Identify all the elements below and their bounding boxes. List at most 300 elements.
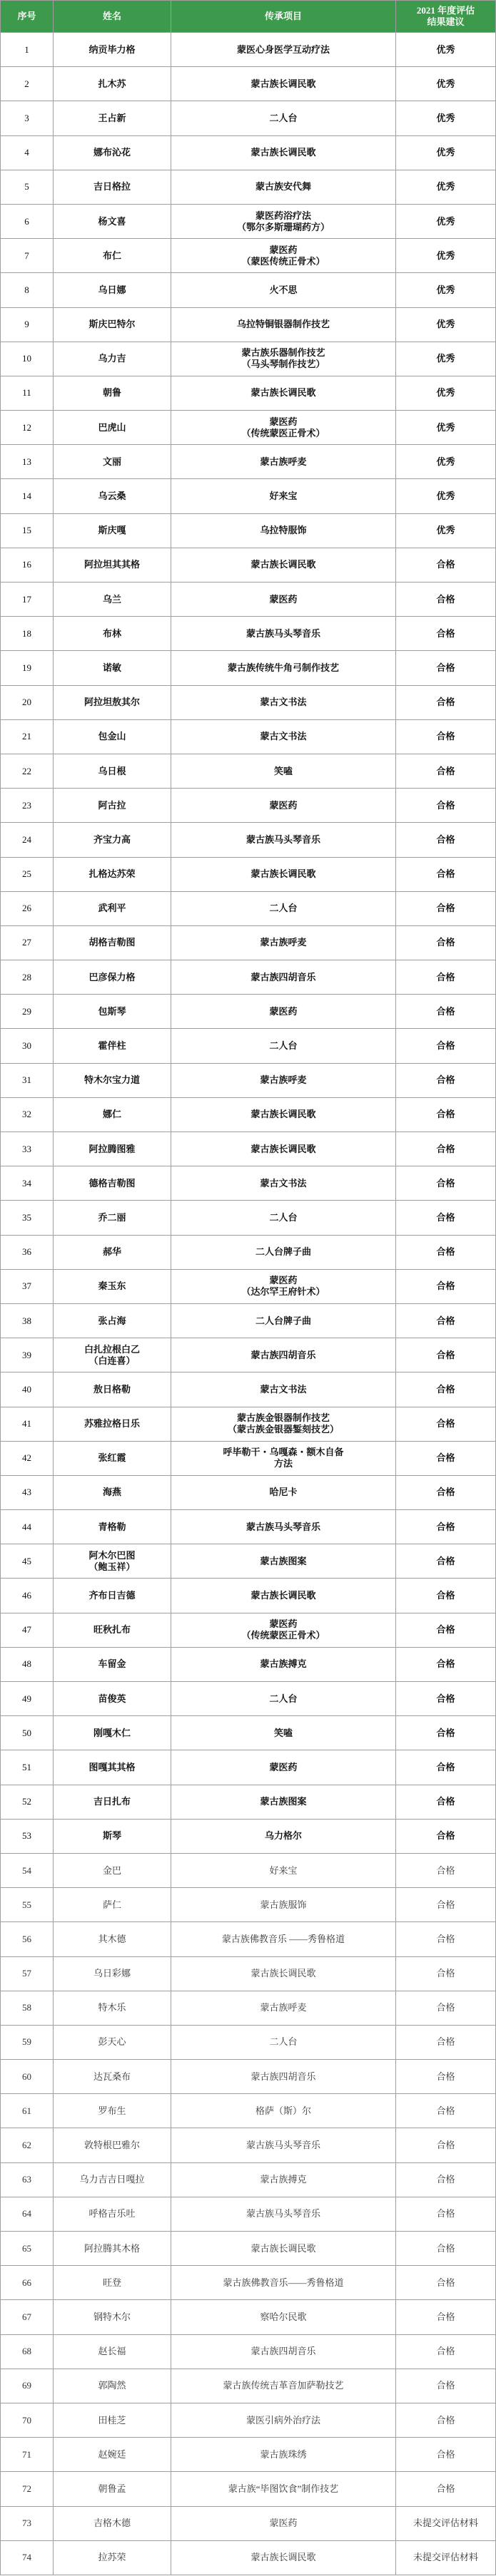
name-cell: 霍伴柱: [54, 1029, 171, 1063]
result-cell: 合格: [396, 1476, 496, 1510]
project-cell: 二人台: [171, 892, 396, 926]
project-cell: 好来宝: [171, 1854, 396, 1888]
table-row: [0, 273, 496, 307]
project-cell: 乌力格尔: [171, 1820, 396, 1854]
result-cell: 合格: [396, 651, 496, 685]
row-number-cell: 71: [0, 2438, 54, 2472]
row-number-cell: 55: [0, 1888, 54, 1922]
row-number-cell: 73: [0, 2507, 54, 2541]
project-cell: 蒙古族传统吉革音加萨勒技艺: [171, 2369, 396, 2403]
name-cell: 朝鲁: [54, 376, 171, 411]
table-row: [0, 479, 496, 513]
table-row: [0, 239, 496, 273]
result-cell: 优秀: [396, 170, 496, 205]
result-cell: 优秀: [396, 376, 496, 411]
project-cell: 蒙古族长调民歌: [171, 1098, 396, 1132]
result-cell: 合格: [396, 1716, 496, 1750]
project-cell: 蒙古族长调民歌: [171, 858, 396, 892]
name-cell: 白扎拉根白乙 （白连喜）: [54, 1338, 171, 1372]
project-cell: 蒙古文书法: [171, 1166, 396, 1201]
row-number-cell: 8: [0, 273, 54, 307]
table-row: [0, 1304, 496, 1338]
project-cell: 蒙古族呼麦: [171, 1991, 396, 2026]
result-cell: 合格: [396, 823, 496, 857]
header-result: 2021 年度评估 结果建议: [396, 0, 496, 33]
row-number-cell: 47: [0, 1613, 54, 1648]
name-cell: 乌日彩娜: [54, 1957, 171, 1991]
row-number-cell: 54: [0, 1854, 54, 1888]
project-cell: 蒙古族佛教音乐——秀鲁格道: [171, 2266, 396, 2300]
row-number-cell: 27: [0, 926, 54, 960]
project-cell: 蒙古文书法: [171, 1372, 396, 1407]
row-number-cell: 14: [0, 479, 54, 513]
project-cell: 蒙古族四胡音乐: [171, 960, 396, 995]
row-number-cell: 26: [0, 892, 54, 926]
table-header-row: [0, 0, 496, 33]
name-cell: 胡格吉勒图: [54, 926, 171, 960]
name-cell: 旺秋扎布: [54, 1613, 171, 1648]
table-row: [0, 583, 496, 617]
project-cell: 蒙古族传统牛角弓制作技艺: [171, 651, 396, 685]
result-cell: 优秀: [396, 205, 496, 239]
row-number-cell: 33: [0, 1132, 54, 1166]
name-cell: 吉日扎布: [54, 1785, 171, 1820]
name-cell: 齐布日吉德: [54, 1579, 171, 1613]
result-cell: 优秀: [396, 342, 496, 376]
table-row: [0, 2403, 496, 2438]
project-cell: 蒙医药浴疗法 （鄂尔多斯珊瑚药方）: [171, 205, 396, 239]
name-cell: 阿木尔巴图 （鲍玉祥）: [54, 1544, 171, 1579]
row-number-cell: 72: [0, 2472, 54, 2506]
project-cell: 格萨（斯）尔: [171, 2094, 396, 2128]
table-row: [0, 2369, 496, 2403]
project-cell: 蒙古族长调民歌: [171, 67, 396, 101]
result-cell: 合格: [396, 1750, 496, 1785]
project-cell: 蒙医药: [171, 583, 396, 617]
result-cell: 合格: [396, 1029, 496, 1063]
project-cell: 蒙医药: [171, 2507, 396, 2541]
name-cell: 秦玉东: [54, 1270, 171, 1304]
row-number-cell: 38: [0, 1304, 54, 1338]
name-cell: 巴虎山: [54, 411, 171, 445]
row-number-cell: 41: [0, 1407, 54, 1442]
name-cell: 达瓦桑布: [54, 2060, 171, 2094]
result-cell: 合格: [396, 1338, 496, 1372]
name-cell: 乌日根: [54, 754, 171, 789]
name-cell: 齐宝力高: [54, 823, 171, 857]
row-number-cell: 64: [0, 2197, 54, 2232]
result-cell: 合格: [396, 1820, 496, 1854]
row-number-cell: 50: [0, 1716, 54, 1750]
result-cell: 合格: [396, 1064, 496, 1098]
row-number-cell: 19: [0, 651, 54, 685]
table-row: [0, 1098, 496, 1132]
result-cell: 合格: [396, 2163, 496, 2197]
project-cell: 蒙古族长调民歌: [171, 548, 396, 583]
table-row: [0, 67, 496, 101]
name-cell: 吉格木德: [54, 2507, 171, 2541]
project-cell: 二人台: [171, 1682, 396, 1716]
name-cell: 乔二丽: [54, 1201, 171, 1235]
table-row: [0, 1201, 496, 1235]
name-cell: 德格吉勒图: [54, 1166, 171, 1201]
name-cell: 其木德: [54, 1922, 171, 1956]
table-row: [0, 1476, 496, 1510]
project-cell: 蒙古族搏克: [171, 2163, 396, 2197]
result-cell: 合格: [396, 1957, 496, 1991]
result-cell: 合格: [396, 1613, 496, 1648]
project-cell: 蒙古族图案: [171, 1544, 396, 1579]
project-cell: 蒙医引病外治疗法: [171, 2403, 396, 2438]
project-cell: 二人台牌子曲: [171, 1304, 396, 1338]
table-row: [0, 2197, 496, 2232]
project-cell: 蒙古族四胡音乐: [171, 1338, 396, 1372]
result-cell: 优秀: [396, 445, 496, 479]
project-cell: 火不思: [171, 273, 396, 307]
project-cell: 蒙古族长调民歌: [171, 376, 396, 411]
name-cell: 罗布生: [54, 2094, 171, 2128]
name-cell: 特木乐: [54, 1991, 171, 2026]
result-cell: 合格: [396, 1407, 496, 1442]
project-cell: 二人台: [171, 1201, 396, 1235]
project-cell: 蒙医药: [171, 1750, 396, 1785]
table-row: [0, 514, 496, 548]
table-row: [0, 2094, 496, 2128]
table-row: [0, 411, 496, 445]
name-cell: 张占海: [54, 1304, 171, 1338]
table-row: [0, 1442, 496, 1476]
table-row: [0, 1579, 496, 1613]
result-cell: 合格: [396, 1544, 496, 1579]
row-number-cell: 48: [0, 1648, 54, 1682]
result-cell: 合格: [396, 1304, 496, 1338]
row-number-cell: 51: [0, 1750, 54, 1785]
row-number-cell: 9: [0, 308, 54, 342]
result-cell: 优秀: [396, 101, 496, 135]
result-cell: 合格: [396, 2060, 496, 2094]
project-cell: 蒙古族四胡音乐: [171, 2060, 396, 2094]
project-cell: 好来宝: [171, 479, 396, 513]
result-cell: 合格: [396, 2300, 496, 2334]
row-number-cell: 10: [0, 342, 54, 376]
name-cell: 纳贡毕力格: [54, 33, 171, 67]
row-number-cell: 12: [0, 411, 54, 445]
name-cell: 乌日娜: [54, 273, 171, 307]
name-cell: 乌云桑: [54, 479, 171, 513]
table-row: [0, 651, 496, 685]
row-number-cell: 49: [0, 1682, 54, 1716]
name-cell: 图嘎其其格: [54, 1750, 171, 1785]
project-cell: 蒙古族长调民歌: [171, 1132, 396, 1166]
result-cell: 合格: [396, 995, 496, 1029]
row-number-cell: 65: [0, 2232, 54, 2266]
row-number-cell: 5: [0, 170, 54, 205]
result-cell: 合格: [396, 754, 496, 789]
table-row: [0, 2026, 496, 2060]
name-cell: 巴彦保力格: [54, 960, 171, 995]
result-cell: 优秀: [396, 411, 496, 445]
row-number-cell: 56: [0, 1922, 54, 1956]
result-cell: 合格: [396, 1132, 496, 1166]
row-number-cell: 3: [0, 101, 54, 135]
name-cell: 文丽: [54, 445, 171, 479]
name-cell: 娜布沁花: [54, 136, 171, 170]
row-number-cell: 21: [0, 720, 54, 754]
row-number-cell: 53: [0, 1820, 54, 1854]
row-number-cell: 18: [0, 617, 54, 651]
project-cell: 蒙古族呼麦: [171, 926, 396, 960]
row-number-cell: 20: [0, 686, 54, 720]
result-cell: 合格: [396, 2232, 496, 2266]
row-number-cell: 37: [0, 1270, 54, 1304]
project-cell: 蒙古族“毕图饮食”制作技艺: [171, 2472, 396, 2506]
table-row: [0, 1957, 496, 1991]
row-number-cell: 29: [0, 995, 54, 1029]
result-cell: 合格: [396, 2369, 496, 2403]
row-number-cell: 43: [0, 1476, 54, 1510]
row-number-cell: 66: [0, 2266, 54, 2300]
table-row: [0, 1854, 496, 1888]
table-row: [0, 2507, 496, 2541]
project-cell: 乌拉特服饰: [171, 514, 396, 548]
name-cell: 乌兰: [54, 583, 171, 617]
result-cell: 优秀: [396, 33, 496, 67]
name-cell: 布仁: [54, 239, 171, 273]
row-number-cell: 69: [0, 2369, 54, 2403]
row-number-cell: 67: [0, 2300, 54, 2334]
project-cell: 蒙古文书法: [171, 720, 396, 754]
table-row: [0, 926, 496, 960]
table-row: [0, 1510, 496, 1544]
row-number-cell: 59: [0, 2026, 54, 2060]
result-cell: 合格: [396, 720, 496, 754]
table-row: [0, 789, 496, 823]
table-row: [0, 754, 496, 789]
header-project: 传承项目: [171, 0, 396, 33]
row-number-cell: 46: [0, 1579, 54, 1613]
name-cell: 朝鲁孟: [54, 2472, 171, 2506]
project-cell: 蒙古族佛教音乐 ——秀鲁格道: [171, 1922, 396, 1956]
project-cell: 蒙医心身医学互动疗法: [171, 33, 396, 67]
name-cell: 阿拉腾其木格: [54, 2232, 171, 2266]
result-cell: 合格: [396, 2335, 496, 2369]
table-row: [0, 308, 496, 342]
result-cell: 优秀: [396, 479, 496, 513]
result-cell: 合格: [396, 686, 496, 720]
row-number-cell: 4: [0, 136, 54, 170]
name-cell: 旺登: [54, 2266, 171, 2300]
table-row: [0, 1064, 496, 1098]
table-row: [0, 960, 496, 995]
project-cell: 蒙古族安代舞: [171, 170, 396, 205]
row-number-cell: 2: [0, 67, 54, 101]
result-cell: 合格: [396, 1888, 496, 1922]
table-row: [0, 33, 496, 67]
row-number-cell: 62: [0, 2128, 54, 2162]
project-cell: 蒙古族乐器制作技艺 （马头琴制作技艺）: [171, 342, 396, 376]
row-number-cell: 25: [0, 858, 54, 892]
project-cell: 蒙古族服饰: [171, 1888, 396, 1922]
project-cell: 蒙医药 （传统蒙医正骨术）: [171, 1613, 396, 1648]
name-cell: 刚嘎木仁: [54, 1716, 171, 1750]
project-cell: 蒙古族呼麦: [171, 1064, 396, 1098]
table-row: [0, 1270, 496, 1304]
name-cell: 阿古拉: [54, 789, 171, 823]
row-number-cell: 61: [0, 2094, 54, 2128]
result-cell: 优秀: [396, 136, 496, 170]
table-row: [0, 2335, 496, 2369]
project-cell: 蒙古族长调民歌: [171, 2232, 396, 2266]
project-cell: 笑嗑: [171, 754, 396, 789]
name-cell: 苗俊英: [54, 1682, 171, 1716]
project-cell: 蒙古族长调民歌: [171, 2541, 396, 2575]
result-cell: 合格: [396, 2266, 496, 2300]
project-cell: 蒙医药 （传统蒙医正骨术）: [171, 411, 396, 445]
name-cell: 布林: [54, 617, 171, 651]
table-row: [0, 548, 496, 583]
table-row: [0, 1750, 496, 1785]
table-row: [0, 2472, 496, 2506]
table-row: [0, 1132, 496, 1166]
table-row: [0, 376, 496, 411]
table-row: [0, 342, 496, 376]
project-cell: 蒙古族呼麦: [171, 445, 396, 479]
name-cell: 诺敏: [54, 651, 171, 685]
project-cell: 二人台牌子曲: [171, 1236, 396, 1270]
row-number-cell: 45: [0, 1544, 54, 1579]
row-number-cell: 57: [0, 1957, 54, 1991]
result-cell: 优秀: [396, 273, 496, 307]
project-cell: 蒙古族长调民歌: [171, 136, 396, 170]
name-cell: 钢特木尔: [54, 2300, 171, 2334]
result-cell: 合格: [396, 2472, 496, 2506]
row-number-cell: 32: [0, 1098, 54, 1132]
project-cell: 蒙古族金银器制作技艺 （蒙古族金银器錾刻技艺）: [171, 1407, 396, 1442]
result-cell: 合格: [396, 2197, 496, 2232]
row-number-cell: 17: [0, 583, 54, 617]
name-cell: 呼格吉乐吐: [54, 2197, 171, 2232]
table-row: [0, 445, 496, 479]
row-number-cell: 58: [0, 1991, 54, 2026]
name-cell: 王占新: [54, 101, 171, 135]
row-number-cell: 52: [0, 1785, 54, 1820]
table-row: [0, 2060, 496, 2094]
row-number-cell: 30: [0, 1029, 54, 1063]
row-number-cell: 6: [0, 205, 54, 239]
table-row: [0, 2163, 496, 2197]
name-cell: 彭天心: [54, 2026, 171, 2060]
result-cell: 合格: [396, 1201, 496, 1235]
row-number-cell: 28: [0, 960, 54, 995]
row-number-cell: 34: [0, 1166, 54, 1201]
table-row: [0, 1648, 496, 1682]
row-number-cell: 13: [0, 445, 54, 479]
table-row: [0, 720, 496, 754]
project-cell: 乌拉特铜银器制作技艺: [171, 308, 396, 342]
project-cell: 呼毕勒干・乌嘎森・额木自备 方法: [171, 1442, 396, 1476]
project-cell: 二人台: [171, 2026, 396, 2060]
project-cell: 蒙古族马头琴音乐: [171, 617, 396, 651]
project-cell: 蒙古文书法: [171, 686, 396, 720]
row-number-cell: 22: [0, 754, 54, 789]
table-row: [0, 1236, 496, 1270]
project-cell: 二人台: [171, 1029, 396, 1063]
table-row: [0, 1785, 496, 1820]
name-cell: 扎木苏: [54, 67, 171, 101]
result-cell: 合格: [396, 1270, 496, 1304]
name-cell: 包斯琴: [54, 995, 171, 1029]
name-cell: 扎格达苏荣: [54, 858, 171, 892]
result-cell: 优秀: [396, 514, 496, 548]
project-cell: 二人台: [171, 101, 396, 135]
result-cell: 合格: [396, 1372, 496, 1407]
result-cell: 合格: [396, 2128, 496, 2162]
result-cell: 合格: [396, 1236, 496, 1270]
name-cell: 郝华: [54, 1236, 171, 1270]
row-number-cell: 68: [0, 2335, 54, 2369]
table-row: [0, 1613, 496, 1648]
result-cell: 合格: [396, 1854, 496, 1888]
project-cell: 蒙医药: [171, 995, 396, 1029]
table-row: [0, 1682, 496, 1716]
table-row: [0, 858, 496, 892]
project-cell: 蒙古族马头琴音乐: [171, 823, 396, 857]
row-number-cell: 44: [0, 1510, 54, 1544]
project-cell: 蒙古族四胡音乐: [171, 2335, 396, 2369]
table-row: [0, 686, 496, 720]
row-number-cell: 23: [0, 789, 54, 823]
project-cell: 蒙古族珠绣: [171, 2438, 396, 2472]
name-cell: 杨文喜: [54, 205, 171, 239]
header-number: 序号: [0, 0, 54, 33]
name-cell: 赵婉廷: [54, 2438, 171, 2472]
table-row: [0, 2541, 496, 2575]
name-cell: 敦特根巴雅尔: [54, 2128, 171, 2162]
name-cell: 苏雅拉格日乐: [54, 1407, 171, 1442]
row-number-cell: 39: [0, 1338, 54, 1372]
project-cell: 蒙古族搏克: [171, 1648, 396, 1682]
result-cell: 合格: [396, 1991, 496, 2026]
result-cell: 合格: [396, 1922, 496, 1956]
result-cell: 合格: [396, 926, 496, 960]
result-cell: 合格: [396, 1682, 496, 1716]
name-cell: 阿拉腾图雅: [54, 1132, 171, 1166]
table-row: [0, 2128, 496, 2162]
table-row: [0, 136, 496, 170]
name-cell: 拉苏荣: [54, 2541, 171, 2575]
table-row: [0, 170, 496, 205]
result-cell: 未提交评估材料: [396, 2507, 496, 2541]
name-cell: 特木尔宝力道: [54, 1064, 171, 1098]
table-row: [0, 101, 496, 135]
name-cell: 萨仁: [54, 1888, 171, 1922]
project-cell: 哈尼卡: [171, 1476, 396, 1510]
name-cell: 郭陶然: [54, 2369, 171, 2403]
result-cell: 合格: [396, 1442, 496, 1476]
table-row: [0, 823, 496, 857]
result-cell: 合格: [396, 617, 496, 651]
row-number-cell: 74: [0, 2541, 54, 2575]
table-row: [0, 2438, 496, 2472]
name-cell: 娜仁: [54, 1098, 171, 1132]
row-number-cell: 40: [0, 1372, 54, 1407]
name-cell: 乌力吉: [54, 342, 171, 376]
project-cell: 蒙医药 （达尔罕王府针术）: [171, 1270, 396, 1304]
table-row: [0, 617, 496, 651]
table-row: [0, 205, 496, 239]
result-cell: 合格: [396, 583, 496, 617]
row-number-cell: 16: [0, 548, 54, 583]
